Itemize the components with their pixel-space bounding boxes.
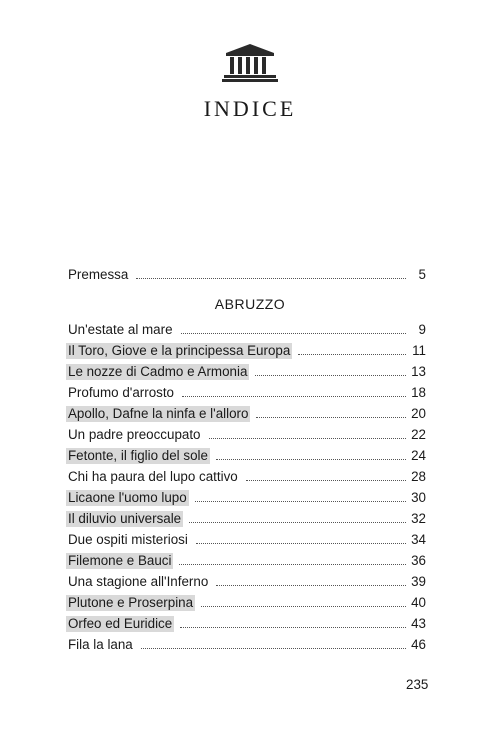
dot-leader	[201, 606, 406, 607]
toc-entry-label: Orfeo ed Euridice	[68, 616, 173, 631]
dot-leader	[141, 648, 406, 649]
toc-entry-label: Profumo d'arrosto	[68, 385, 175, 400]
toc-entry-label: Due ospiti misteriosi	[68, 532, 188, 547]
section-heading: ABRUZZO	[214, 296, 286, 312]
toc-entry-label: Una stagione all'Inferno	[68, 574, 209, 589]
dot-leader	[195, 501, 406, 502]
toc-entry-page: 24	[411, 448, 426, 463]
toc-entry-label: Filemone e Bauci	[68, 553, 172, 568]
dot-leader	[182, 396, 406, 397]
toc-entry-label: Le nozze di Cadmo e Armonia	[68, 364, 248, 379]
toc-entry[interactable]	[66, 465, 428, 485]
toc-entry[interactable]	[66, 507, 428, 527]
dot-leader	[216, 459, 406, 460]
dot-leader	[196, 543, 406, 544]
toc-entry-label: Il Toro, Giove e la principessa Europa	[68, 343, 291, 358]
toc-entry[interactable]	[66, 549, 428, 569]
page-title: INDICE	[203, 96, 297, 121]
toc-entry-label: Apollo, Dafne la ninfa e l'alloro	[68, 406, 249, 421]
toc-entry-preface[interactable]	[66, 263, 428, 283]
toc-entry[interactable]	[66, 570, 428, 590]
toc-entry-label: Chi ha paura del lupo cattivo	[68, 469, 238, 484]
toc-entry[interactable]	[66, 381, 428, 401]
toc-entry-page: 32	[411, 511, 426, 526]
toc-entry[interactable]	[66, 633, 428, 653]
toc-entry-label: Fetonte, il figlio del sole	[68, 448, 208, 463]
toc-entry-page: 9	[418, 322, 426, 337]
toc-entry-label: Premessa	[68, 267, 129, 282]
temple-icon	[222, 42, 278, 82]
dot-leader	[209, 438, 406, 439]
toc-entry[interactable]	[66, 339, 428, 359]
toc-entry[interactable]	[66, 444, 428, 464]
toc-entry-page: 5	[418, 267, 426, 282]
toc-entry-page: 13	[411, 364, 426, 379]
toc-entry-label: Fila la lana	[68, 637, 133, 652]
toc-entry-page: 22	[411, 427, 426, 442]
toc-entry-page: 40	[411, 595, 426, 610]
toc-entry[interactable]	[66, 486, 428, 506]
toc-entry-page: 43	[411, 616, 426, 631]
toc-entry-page: 34	[411, 532, 426, 547]
dot-leader	[136, 278, 406, 279]
toc-entry-label: Licaone l'uomo lupo	[68, 490, 187, 505]
toc-entry-page: 30	[411, 490, 426, 505]
toc-entry-label: Plutone e Proserpina	[68, 595, 194, 610]
toc-entry[interactable]	[66, 402, 428, 422]
toc-entry-page: 36	[411, 553, 426, 568]
dot-leader	[180, 627, 406, 628]
toc-entry-page: 20	[411, 406, 426, 421]
toc-entry[interactable]	[66, 423, 428, 443]
dot-leader	[298, 354, 406, 355]
toc-entry[interactable]	[66, 612, 428, 632]
page-number: 235	[406, 677, 429, 692]
dot-leader	[181, 333, 406, 334]
toc-entry[interactable]	[66, 528, 428, 548]
toc-entry[interactable]	[66, 591, 428, 611]
toc-entry-page: 39	[411, 574, 426, 589]
toc-entry[interactable]	[66, 318, 428, 338]
dot-leader	[189, 522, 406, 523]
dot-leader	[256, 417, 406, 418]
dot-leader	[246, 480, 406, 481]
dot-leader	[255, 375, 406, 376]
toc-entry-page: 11	[412, 343, 426, 358]
toc-entry-page: 18	[411, 385, 426, 400]
toc-entry-label: Il diluvio universale	[68, 511, 182, 526]
toc-entry[interactable]	[66, 360, 428, 380]
toc-entry-label: Un'estate al mare	[68, 322, 173, 337]
toc-entry-page: 28	[411, 469, 426, 484]
toc-entry-label: Un padre preoccupato	[68, 427, 201, 442]
dot-leader	[216, 585, 406, 586]
toc-entry-page: 46	[411, 637, 426, 652]
dot-leader	[179, 564, 406, 565]
